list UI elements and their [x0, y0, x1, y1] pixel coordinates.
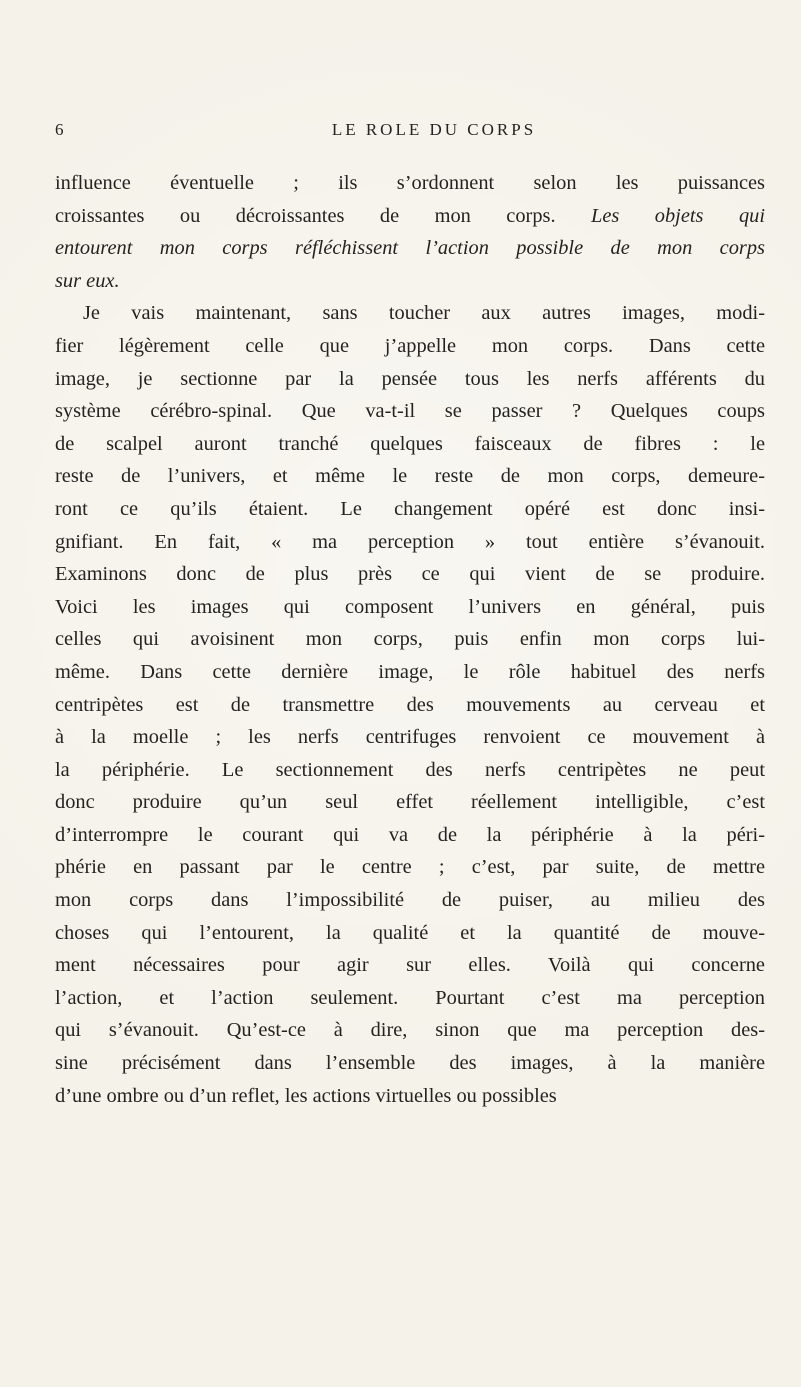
- text-line: [55, 884, 765, 917]
- text-segment: mon corps dans l’impossibilité de puiser, au milieu des: [55, 889, 765, 912]
- text-line: [55, 232, 765, 265]
- text-segment: image, je sectionne par la pensée tous les nerfs afférents du: [55, 367, 765, 390]
- text-line: [55, 1014, 765, 1047]
- text-line: [55, 591, 765, 624]
- text-segment: qui s’évanouit. Qu’est-ce à dire, sinon que ma perception des-: [55, 1019, 765, 1042]
- page-number: 6: [55, 120, 66, 139]
- text-line: [55, 526, 765, 559]
- text-segment: ment nécessaires pour agir sur elles. Voilà qui concerne: [55, 954, 765, 977]
- text-segment: ront ce qu’ils étaient. Le changement opéré est donc insi-: [55, 497, 765, 520]
- text-segment: d’interrompre le courant qui va de la périphérie à la péri-: [55, 823, 765, 846]
- text-line: [55, 721, 765, 754]
- text-line: [55, 1080, 765, 1113]
- text-segment: Je vais maintenant, sans toucher aux autres images, modi-: [83, 302, 765, 325]
- text-segment: d’une ombre ou d’un reflet, les actions virtuelles ou possibles: [55, 1084, 557, 1107]
- text-line: [55, 428, 765, 461]
- text-line: [55, 851, 765, 884]
- text-line: [55, 167, 765, 200]
- text-line: [55, 558, 765, 591]
- italic-text-segment: entourent mon corps réfléchissent l’action possible de mon corps: [55, 237, 765, 260]
- text-segment: reste de l’univers, et même le reste de mon corps, demeure-: [55, 465, 765, 488]
- text-segment: donc produire qu’un seul effet réellement intelligible, c’est: [55, 791, 765, 814]
- text-segment: à la moelle ; les nerfs centrifuges renvoient ce mouvement à: [55, 726, 765, 749]
- text-segment: système cérébro-spinal. Que va-t-il se passer ? Quelques coups: [55, 400, 765, 423]
- text-line: [55, 949, 765, 982]
- text-segment: Voici les images qui composent l’univers en général, puis: [55, 595, 765, 618]
- text-line: [55, 754, 765, 787]
- text-line: [55, 689, 765, 722]
- text-line: [55, 623, 765, 656]
- text-line: [55, 656, 765, 689]
- text-line: [55, 460, 765, 493]
- text-segment: celles qui avoisinent mon corps, puis enfin mon corps lui-: [55, 628, 765, 651]
- text-line: [55, 1047, 765, 1080]
- text-segment: la périphérie. Le sectionnement des nerfs centripètes ne peut: [55, 758, 765, 781]
- text-line: [55, 395, 765, 428]
- italic-text-segment: sur eux.: [55, 269, 120, 292]
- text-segment: l’action, et l’action seulement. Pourtant c’est ma perception: [55, 986, 765, 1009]
- paragraph: [55, 297, 765, 1112]
- running-title: LE ROLE DU CORPS: [331, 120, 537, 139]
- text-line: [55, 786, 765, 819]
- text-line: [55, 982, 765, 1015]
- text-segment: centripètes est de transmettre des mouvements au cerveau et: [55, 693, 765, 716]
- text-line: [55, 819, 765, 852]
- text-segment: croissantes ou décroissantes de mon corps.: [55, 204, 592, 227]
- text-line: [55, 265, 765, 298]
- page-header: [55, 120, 765, 150]
- text-segment: choses qui l’entourent, la qualité et la quantité de mouve-: [55, 921, 765, 944]
- text-segment: même. Dans cette dernière image, le rôle habituel des nerfs: [55, 660, 765, 683]
- text-segment: phérie en passant par le centre ; c’est, par suite, de mettre: [55, 856, 765, 879]
- text-segment: Examinons donc de plus près ce qui vient de se produire.: [55, 563, 765, 586]
- text-line: [55, 330, 765, 363]
- text-segment: de scalpel auront tranché quelques faisceaux de fibres : le: [55, 432, 765, 455]
- text-segment: influence éventuelle ; ils s’ordonnent selon les puissances: [55, 172, 765, 194]
- text-line: [55, 297, 765, 330]
- italic-text-segment: Les objets qui: [591, 204, 765, 227]
- text-segment: gnifiant. En fait, « ma perception » tout entière s’évanouit.: [55, 530, 765, 553]
- text-line: [55, 200, 765, 233]
- text-segment: sine précisément dans l’ensemble des images, à la manière: [55, 1052, 765, 1075]
- text-line: [55, 363, 765, 396]
- text-line: [55, 493, 765, 526]
- text-segment: fier légèrement celle que j’appelle mon corps. Dans cette: [55, 334, 765, 357]
- body-text: [55, 167, 765, 1112]
- text-line: [55, 917, 765, 950]
- paragraph: [55, 167, 765, 297]
